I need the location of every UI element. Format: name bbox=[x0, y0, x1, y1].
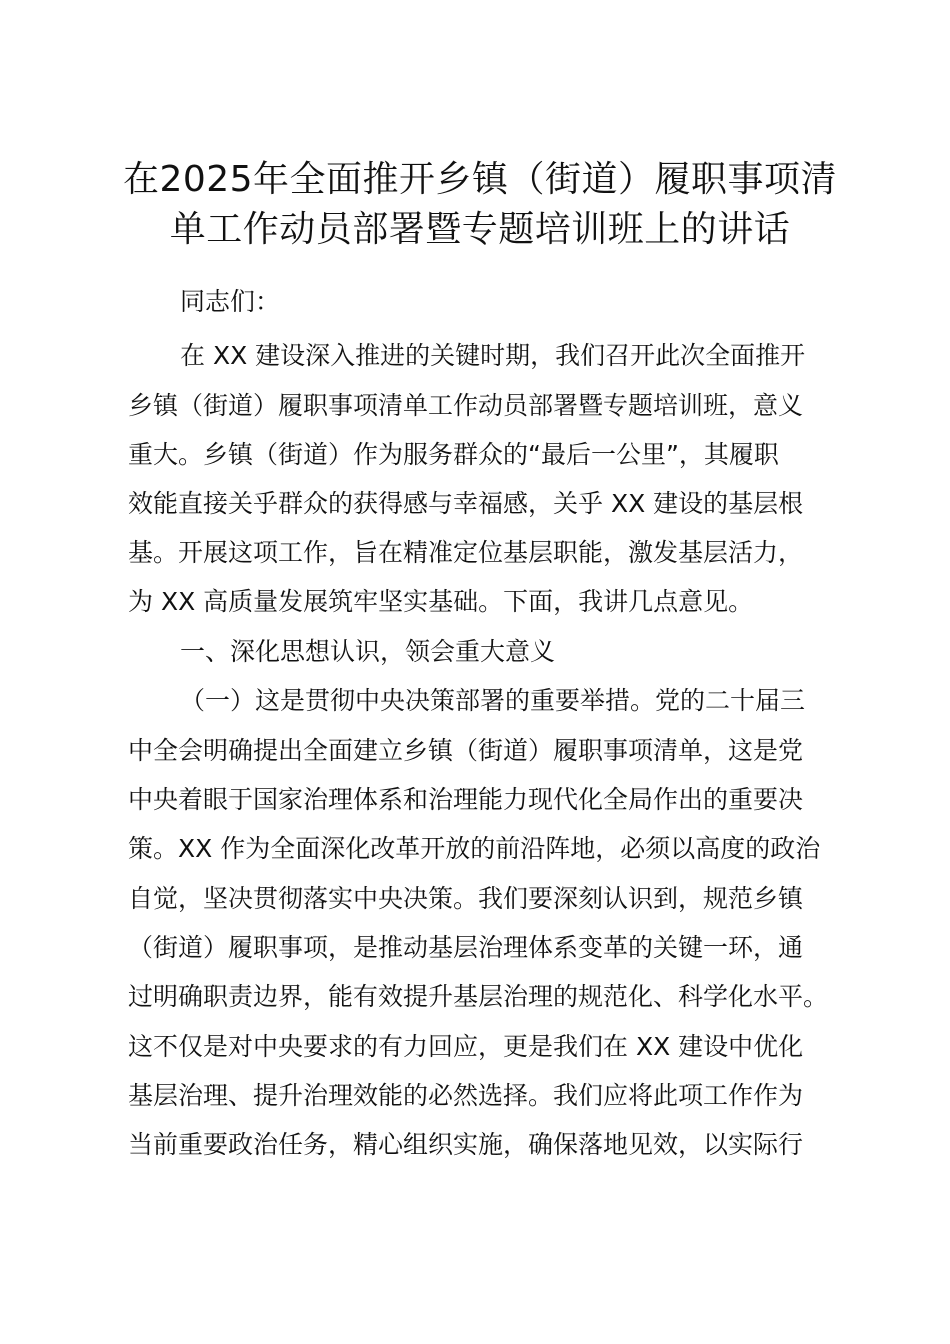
section-heading: 一、深化思想认识，领会重大意义 bbox=[180, 637, 556, 666]
salutation: 同志们： bbox=[180, 287, 281, 316]
paragraph-line: 基层治理、提升治理效能的必然选择。我们应将此项工作作为 bbox=[128, 1081, 804, 1110]
paragraph-line: （街道）履职事项，是推动基层治理体系变革的关键一环，通 bbox=[128, 933, 804, 962]
paragraph-line: 过明确职责边界，能有效提升基层治理的规范化、科学化水平。 bbox=[128, 982, 829, 1011]
paragraph-line: 重大。乡镇（街道）作为服务群众的“最后一公里”，其履职 bbox=[128, 440, 779, 469]
paragraph-line: 为 XX 高质量发展筑牢坚实基础。下面，我讲几点意见。 bbox=[128, 587, 754, 616]
paragraph-line: 在 XX 建设深入推进的关键时期，我们召开此次全面推开 bbox=[180, 341, 806, 370]
paragraph-line: 中全会明确提出全面建立乡镇（街道）履职事项清单，这是党 bbox=[128, 736, 804, 765]
paragraph-line: 乡镇（街道）履职事项清单工作动员部署暨专题培训班，意义 bbox=[128, 391, 804, 420]
document-title-line-1: 在2025年全面推开乡镇（街道）履职事项清 bbox=[122, 159, 838, 200]
paragraph-line: 效能直接关乎群众的获得感与幸福感，关乎 XX 建设的基层根 bbox=[128, 489, 804, 518]
paragraph-line: 这不仅是对中央要求的有力回应，更是我们在 XX 建设中优化 bbox=[128, 1032, 804, 1061]
paragraph-line: 中央着眼于国家治理体系和治理能力现代化全局作出的重要决 bbox=[128, 785, 804, 814]
paragraph-line: 自觉，坚决贯彻落实中央决策。我们要深刻认识到，规范乡镇 bbox=[128, 884, 804, 913]
paragraph-line: 策。XX 作为全面深化改革开放的前沿阵地，必须以高度的政治 bbox=[128, 834, 821, 863]
paragraph-line: 基。开展这项工作，旨在精准定位基层职能，激发基层活力， bbox=[128, 538, 804, 567]
paragraph-line: （一）这是贯彻中央决策部署的重要举措。党的二十届三 bbox=[180, 686, 806, 715]
document-title-line-2: 单工作动员部署暨专题培训班上的讲话 bbox=[169, 209, 791, 250]
paragraph-line: 当前重要政治任务，精心组织实施，确保落地见效，以实际行 bbox=[128, 1130, 804, 1159]
